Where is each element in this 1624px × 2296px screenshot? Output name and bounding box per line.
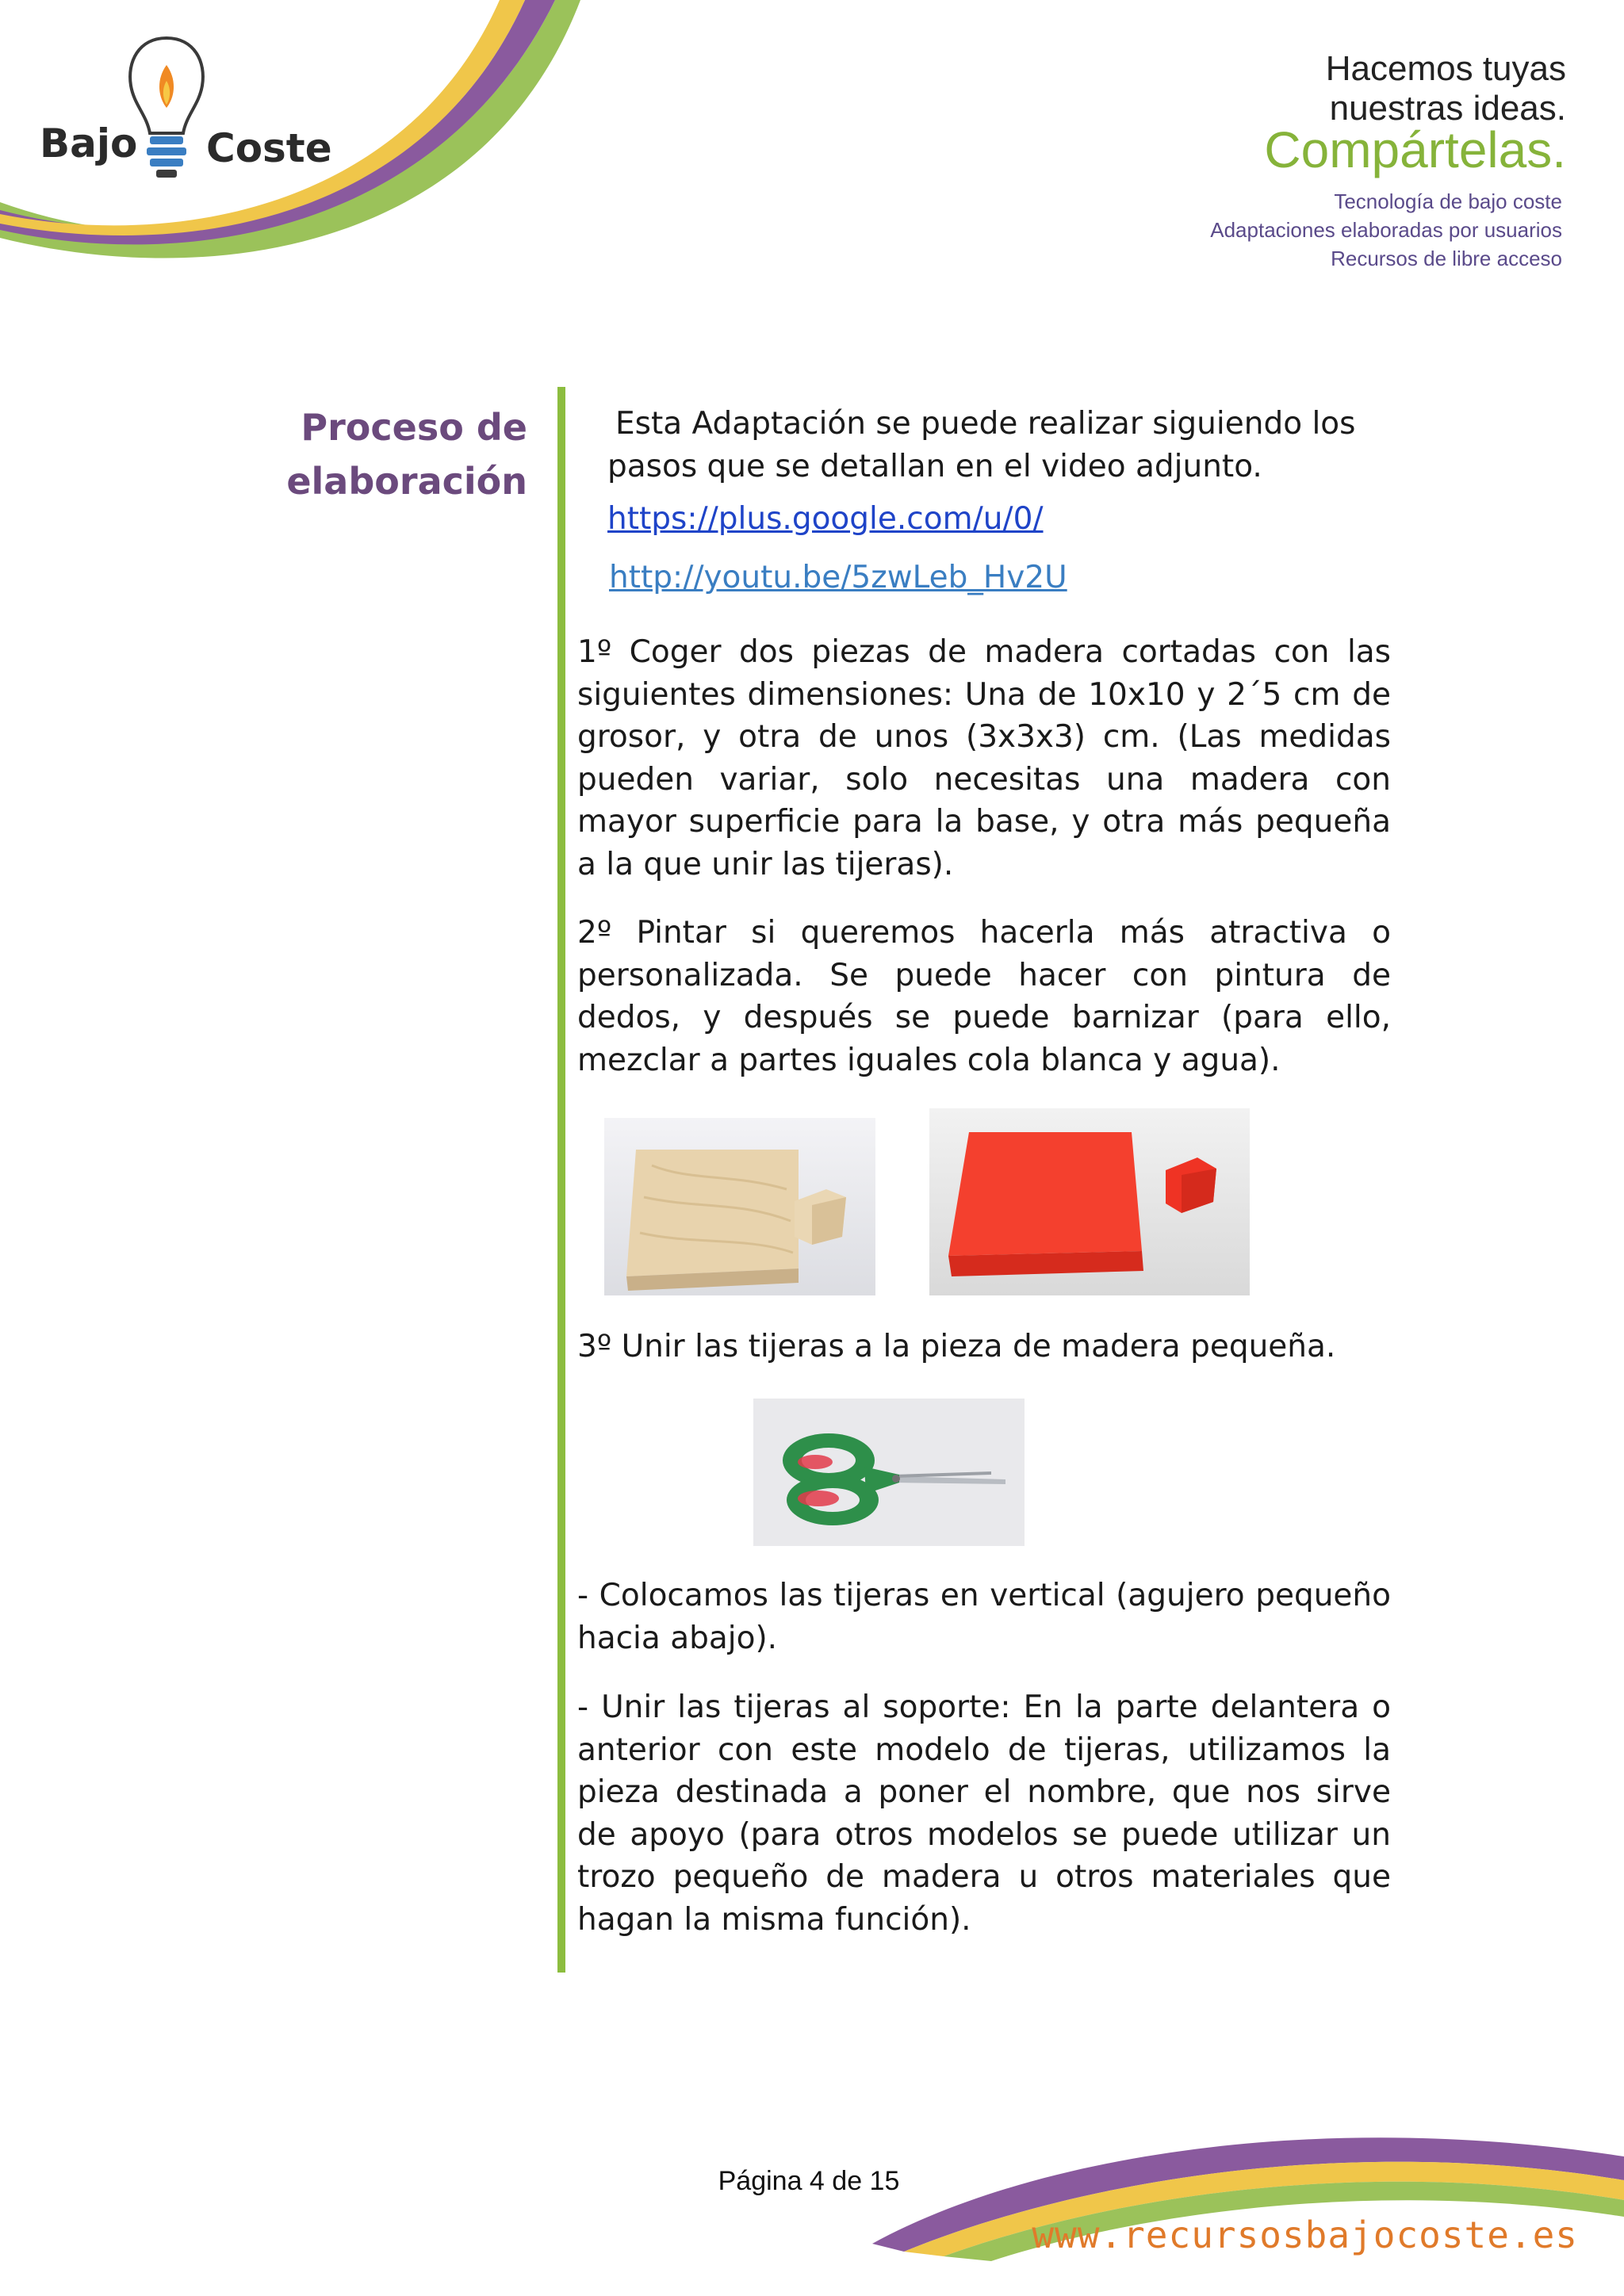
photo-painted-pieces — [929, 1108, 1250, 1295]
section-divider — [557, 387, 565, 1973]
youtube-link[interactable]: http://youtu.be/5zwLeb_Hv2U — [609, 560, 1067, 595]
logo — [40, 32, 341, 190]
subline-1: Tecnología de bajo coste — [1334, 189, 1562, 213]
step-1-text: 1º Coger dos piezas de madera cortadas con las siguientes dimensiones: Una de 10x10 y 2´5 cm de grosor, y otra de unos (3x3x3) cm. (Las medidas pueden variar, solo necesitas una madera con mayor superficie para la base, y otra más pequeña a la que unir las tijeras). — [577, 634, 1391, 882]
footer-url: www.recursosbajocoste.es — [1032, 2214, 1578, 2256]
bullet-2-text: - Unir las tijeras al soporte: En la parte delantera o anterior con este modelo de tijeras, utilizamos la pieza destinada a poner el nombre, que nos sirve de apoyo (para otros modelos se puede utilizar un trozo pequeño de madera u otros materiales que hagan la misma función). — [577, 1689, 1391, 1938]
section-heading — [238, 400, 527, 508]
footer-swoosh — [872, 2061, 1624, 2296]
logo-word-left: Bajo — [40, 121, 138, 166]
intro-text: Esta Adaptación se puede realizar siguiendo los pasos que se detallan en el video adjunto. — [607, 406, 1356, 484]
subline-3: Recursos de libre acceso — [1331, 247, 1562, 270]
photo-wood-pieces — [604, 1118, 875, 1295]
tagline-line2: nuestras ideas. — [1329, 89, 1566, 128]
section-heading-line2: elaboración — [286, 460, 527, 503]
bullet-1-text: - Colocamos las tijeras en vertical (agujero pequeño hacia abajo). — [577, 1578, 1391, 1656]
step-2-text: 2º Pintar si queremos hacerla más atractiva o personalizada. Se puede hacer con pintura de dedos, y después se puede barnizar (para ello, mezclar a partes iguales cola blanca y agua). — [577, 915, 1391, 1078]
logo-word-right: Coste — [206, 125, 332, 171]
photo-scissors — [753, 1399, 1025, 1546]
section-heading-line1: Proceso de — [301, 406, 527, 449]
google-plus-link[interactable]: https://plus.google.com/u/0/ — [607, 501, 1044, 537]
subline-2: Adaptaciones elaboradas por usuarios — [1210, 218, 1562, 242]
page-number: Página 4 de 15 — [718, 2166, 900, 2196]
tagline-accent: Compártelas. — [1264, 121, 1566, 178]
tagline-line1: Hacemos tuyas — [1325, 49, 1566, 88]
step-3-text: 3º Unir las tijeras a la pieza de madera pequeña. — [577, 1329, 1336, 1364]
